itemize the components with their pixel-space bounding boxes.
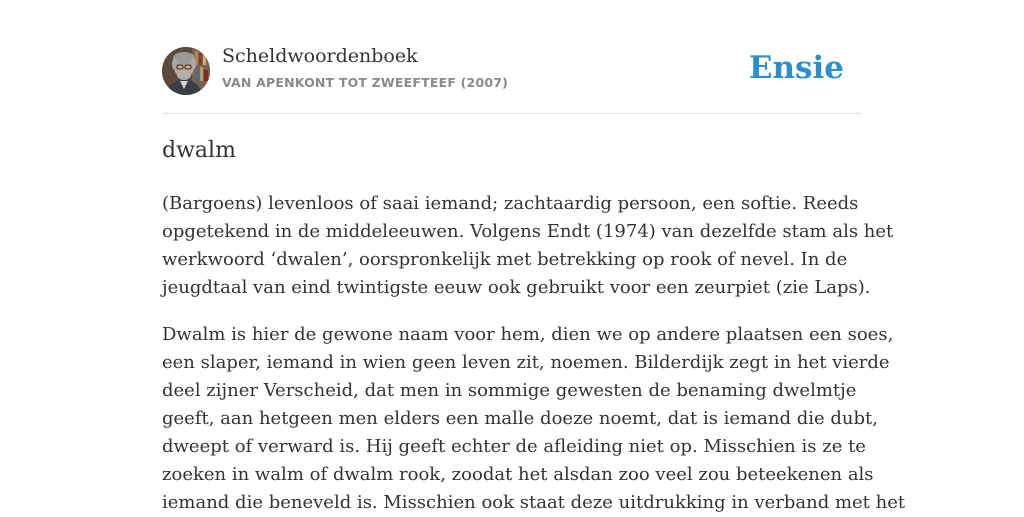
definition-line: iemand die beneveld is. Misschien ook staat deze uitdrukking in verband met het xyxy=(162,492,906,513)
source-subtitle: VAN APENKONT TOT ZWEEFTEEF (2007) xyxy=(222,75,509,90)
entry-term: dwalm xyxy=(162,138,236,163)
source-title[interactable]: Scheldwoordenboek xyxy=(222,45,418,67)
definition-line: werkwoord ‘dwalen’, oorspronkelijk met betrekking op rook of nevel. In de xyxy=(162,249,848,270)
definition-line: zoeken in walm of dwalm rook, zoodat het alsdan zoo veel zou beteekenen als xyxy=(162,464,874,485)
definition-paragraph-1 xyxy=(162,190,894,302)
author-portrait-icon xyxy=(162,47,210,95)
definition-line: opgetekend in de middeleeuwen. Volgens Endt (1974) van dezelfde stam als het xyxy=(162,221,894,242)
definition-line: (Bargoens) levenloos of saai iemand; zachtaardig persoon, een softie. Reeds xyxy=(162,193,859,214)
source-header xyxy=(162,0,862,114)
definition-paragraph-2 xyxy=(162,321,906,517)
definition-line: een slaper, iemand in wien geen leven zit, noemen. Bilderdijk zegt in het vierde xyxy=(162,352,890,373)
definition-line: Dwalm is hier de gewone naam voor hem, dien we op andere plaatsen een soes, xyxy=(162,324,894,345)
definition-line: deel zijner Verscheid, dat men in sommige gewesten de benaming dwelmtje xyxy=(162,380,857,401)
definition-line: dweept of verward is. Hij geeft echter de afleiding niet op. Misschien is ze te xyxy=(162,436,866,457)
ensie-logo[interactable]: Ensie xyxy=(748,50,844,86)
author-avatar[interactable] xyxy=(162,47,210,95)
definition-line: jeugdtaal van eind twintigste eeuw ook gebruikt voor een zeurpiet (zie Laps). xyxy=(162,277,871,298)
page xyxy=(162,0,906,513)
definition-line: geeft, aan hetgeen men elders een malle doeze noemt, dat is iemand die dubt, xyxy=(162,408,878,429)
